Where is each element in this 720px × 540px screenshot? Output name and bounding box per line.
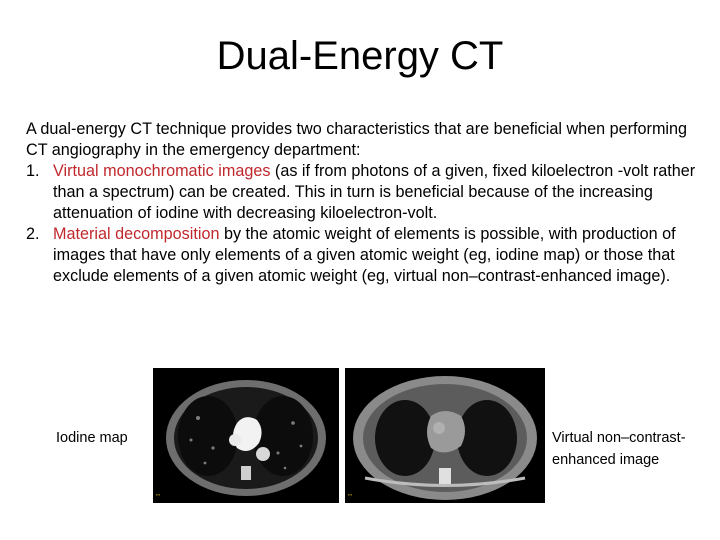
list-item-text: (as if from photons of a given, fixed kiloelectron -volt rather than a spectrum) can be created. This in turn is beneficial because of the increasing attenuation of iodine with decreasing kiloelectron-volt. (53, 162, 696, 222)
highlight-term: Virtual monochromatic images (53, 162, 271, 180)
iodine-map-caption: Iodine map (56, 430, 128, 446)
intro-paragraph: A dual-energy CT technique provides two characteristics that are beneficial when performing CT angiography in the emergency department: (26, 120, 688, 159)
virtual-non-contrast-image (345, 368, 545, 503)
list-item-1 (26, 161, 706, 224)
slide-title: Dual-Energy CT (216, 34, 504, 78)
virtual-non-contrast-caption: Virtual non–contrast-enhanced image (552, 430, 686, 468)
list-item-2 (26, 224, 706, 287)
svg-text:▪▪▪: ▪▪▪ (348, 492, 353, 497)
list-number: 2. (26, 225, 40, 243)
list-number: 1. (26, 162, 40, 180)
list-item-text: by the atomic weight of elements is possible, with production of images that have only elements of a given atomic weight (eg, iodine map) or those that exclude elements of a given atomic weight (eg, virtual non–contrast-enhanced image). (53, 225, 676, 285)
iodine-map-image (153, 368, 339, 503)
characteristics-list (26, 161, 706, 287)
slide-body (26, 119, 706, 287)
highlight-term: Material decomposition (53, 225, 220, 243)
svg-text:▪▪▪: ▪▪▪ (156, 492, 161, 497)
